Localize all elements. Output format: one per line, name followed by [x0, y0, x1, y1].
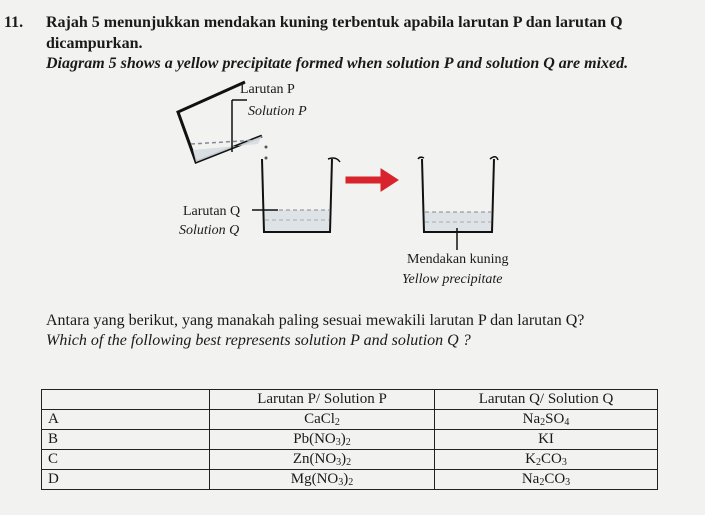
table-header-empty — [42, 390, 210, 410]
solution-q-cell — [435, 470, 658, 490]
option-label: C — [42, 450, 210, 470]
formula-part: ) — [340, 431, 346, 447]
formula-subscript: 3 — [335, 437, 341, 448]
option-label: A — [42, 410, 210, 430]
formula-subscript: 3 — [561, 457, 567, 468]
formula-part: Na — [522, 411, 541, 427]
label-precipitate-en: Yellow precipitate — [402, 272, 503, 287]
formula-part: Mg(NO — [290, 471, 339, 487]
solution-p-cell — [210, 450, 435, 470]
formula-subscript: 3 — [565, 477, 571, 488]
formula-part: SO — [545, 411, 565, 427]
solution-q-cell — [435, 450, 658, 470]
formula-subscript: 2 — [334, 417, 340, 428]
options-table — [41, 389, 658, 490]
formula-part: KI — [538, 431, 554, 447]
formula-subscript: 2 — [346, 457, 352, 468]
formula-subscript: 2 — [345, 437, 351, 448]
label-solution-p-ms: Larutan P — [240, 82, 295, 97]
formula-subscript: 3 — [338, 477, 344, 488]
formula-part: Na — [521, 471, 540, 487]
formula-part: ) — [341, 451, 347, 467]
table-row — [42, 410, 658, 430]
formula-part: K — [525, 451, 536, 467]
label-solution-q-en: Solution Q — [179, 223, 240, 238]
beaker-left — [252, 158, 340, 232]
formula-part: Pb(NO — [293, 431, 336, 447]
table-row — [42, 470, 658, 490]
table-header-row — [42, 390, 658, 410]
formula-part: CO — [544, 471, 566, 487]
solution-q-cell — [435, 430, 658, 450]
formula-subscript: 3 — [336, 457, 342, 468]
solution-p-cell — [210, 470, 435, 490]
label-solution-p-en: Solution P — [248, 104, 307, 119]
reaction-arrow — [346, 169, 398, 191]
formula-part: CaCl — [304, 411, 335, 427]
table-header-solution-p: Larutan P/ Solution P — [210, 390, 435, 410]
option-label: D — [42, 470, 210, 490]
formula-subscript: 4 — [564, 417, 570, 428]
formula-subscript: 2 — [536, 457, 541, 468]
formula-part: ) — [343, 471, 349, 487]
solution-p-cell — [210, 410, 435, 430]
solution-q-cell — [435, 410, 658, 430]
table-row — [42, 450, 658, 470]
question-text-ms-line2: dicampurkan. — [46, 35, 143, 52]
option-label: B — [42, 430, 210, 450]
table-row — [42, 430, 658, 450]
table-header-solution-q: Larutan Q/ Solution Q — [435, 390, 658, 410]
question-text-en: Diagram 5 shows a yellow precipitate formed when solution P and solution Q are mixed. — [46, 55, 629, 72]
formula-part: CO — [541, 451, 562, 467]
question2-text-en: Which of the following best represents solution P and solution Q ? — [46, 332, 471, 349]
question-text-ms-line1: Rajah 5 menunjukkan mendakan kuning terbentuk apabila larutan P dan larutan Q — [46, 14, 623, 31]
label-precipitate-ms: Mendakan kuning — [407, 252, 509, 267]
formula-subscript: 2 — [348, 477, 354, 488]
solution-p-cell — [210, 430, 435, 450]
formula-part: Zn(NO — [292, 451, 337, 467]
diagram-5 — [0, 70, 705, 310]
label-solution-q-ms: Larutan Q — [183, 204, 241, 219]
formula-subscript: 2 — [540, 417, 546, 428]
question2-text-ms: Antara yang berikut, yang manakah paling sesuai mewakili larutan P dan larutan Q? — [46, 312, 585, 329]
formula-subscript: 2 — [539, 477, 545, 488]
question-number: 11. — [4, 14, 24, 31]
beaker-right — [418, 157, 498, 250]
